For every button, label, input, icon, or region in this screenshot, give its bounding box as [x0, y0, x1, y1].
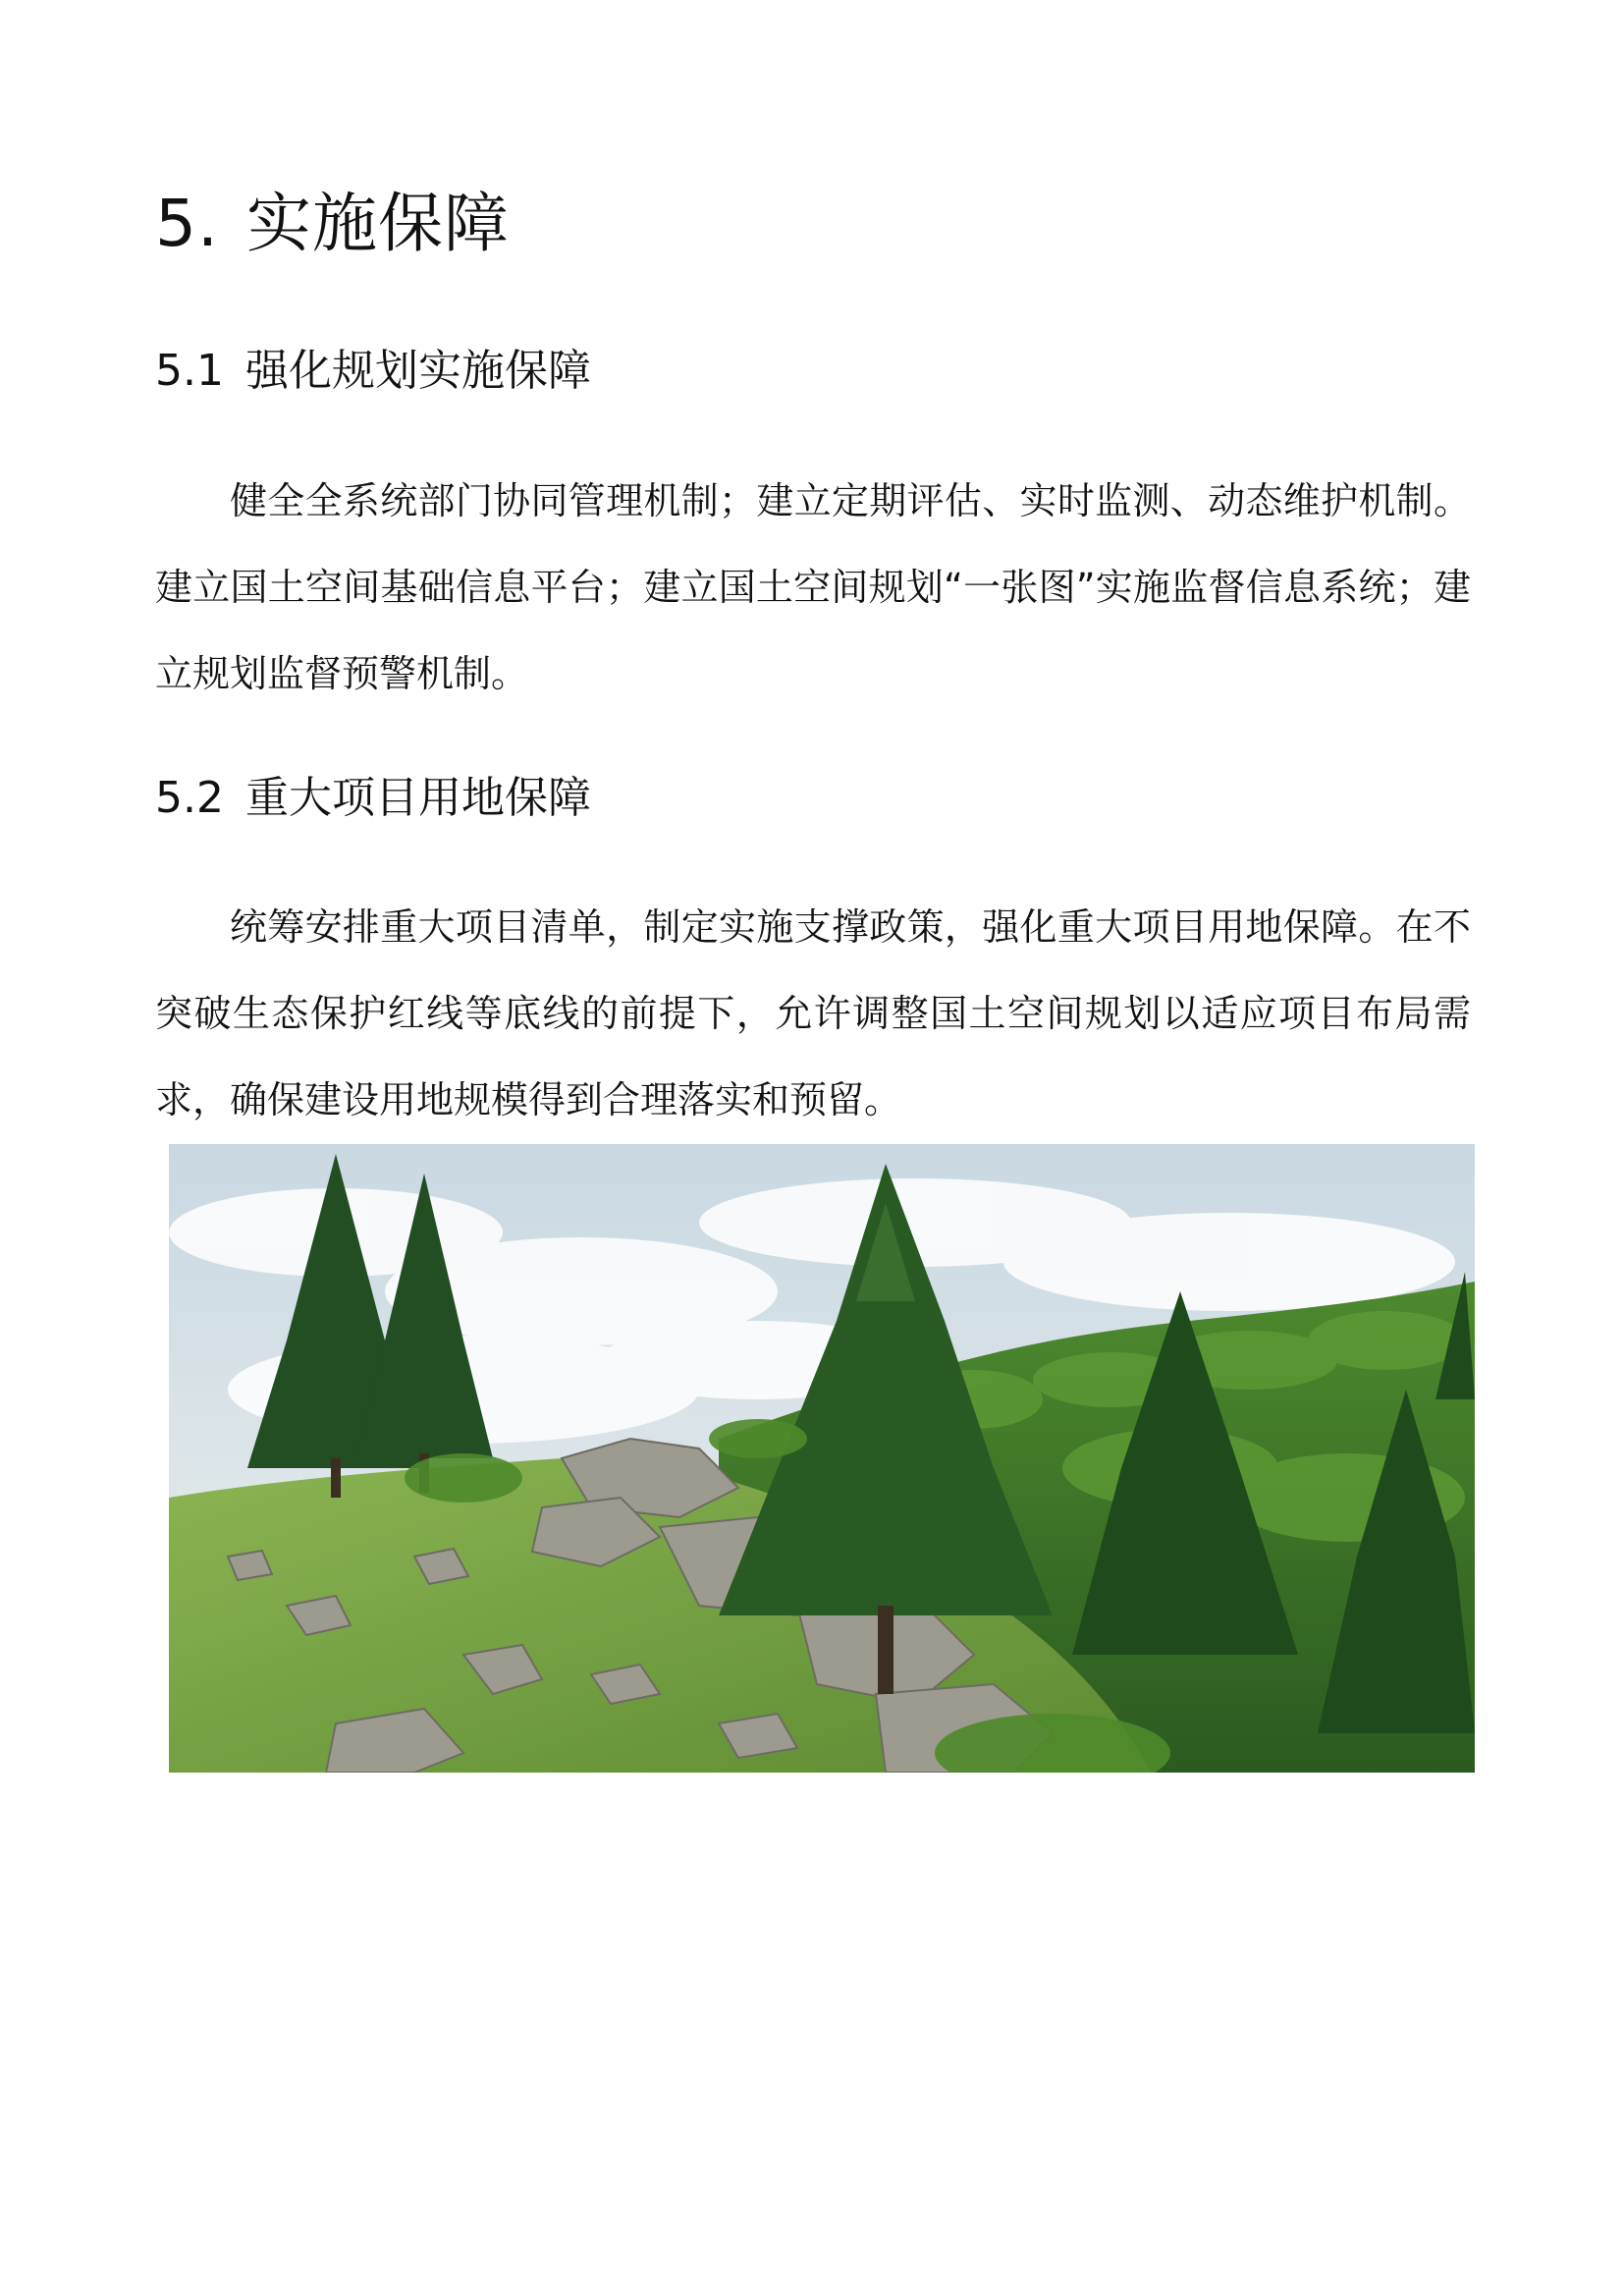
chapter-number: 5.	[155, 186, 219, 261]
chapter-title: 实施保障	[245, 186, 510, 261]
forest-hillside-photo	[169, 1144, 1475, 1773]
section-heading-5-1	[155, 344, 591, 399]
section-heading-5-2	[155, 771, 591, 826]
section-paragraph-5-1: 健全全系统部门协同管理机制；建立定期评估、实时监测、动态维护机制。建立国土空间基础信息平台；建立国土空间规划“一张图”实施监督信息系统；建立规划监督预警机制。	[155, 479, 1471, 695]
section-number: 5.1	[155, 346, 224, 396]
chapter-heading	[155, 187, 510, 261]
section-number: 5.2	[155, 773, 224, 823]
section-paragraph-5-2: 统筹安排重大项目清单，制定实施支撑政策，强化重大项目用地保障。在不突破生态保护红线等底线的前提下，允许调整国土空间规划以适应项目布局需求，确保建设用地规模得到合理落实和预留。	[155, 905, 1471, 1121]
section-title: 重大项目用地保障	[244, 773, 591, 823]
section-title: 强化规划实施保障	[244, 346, 591, 396]
